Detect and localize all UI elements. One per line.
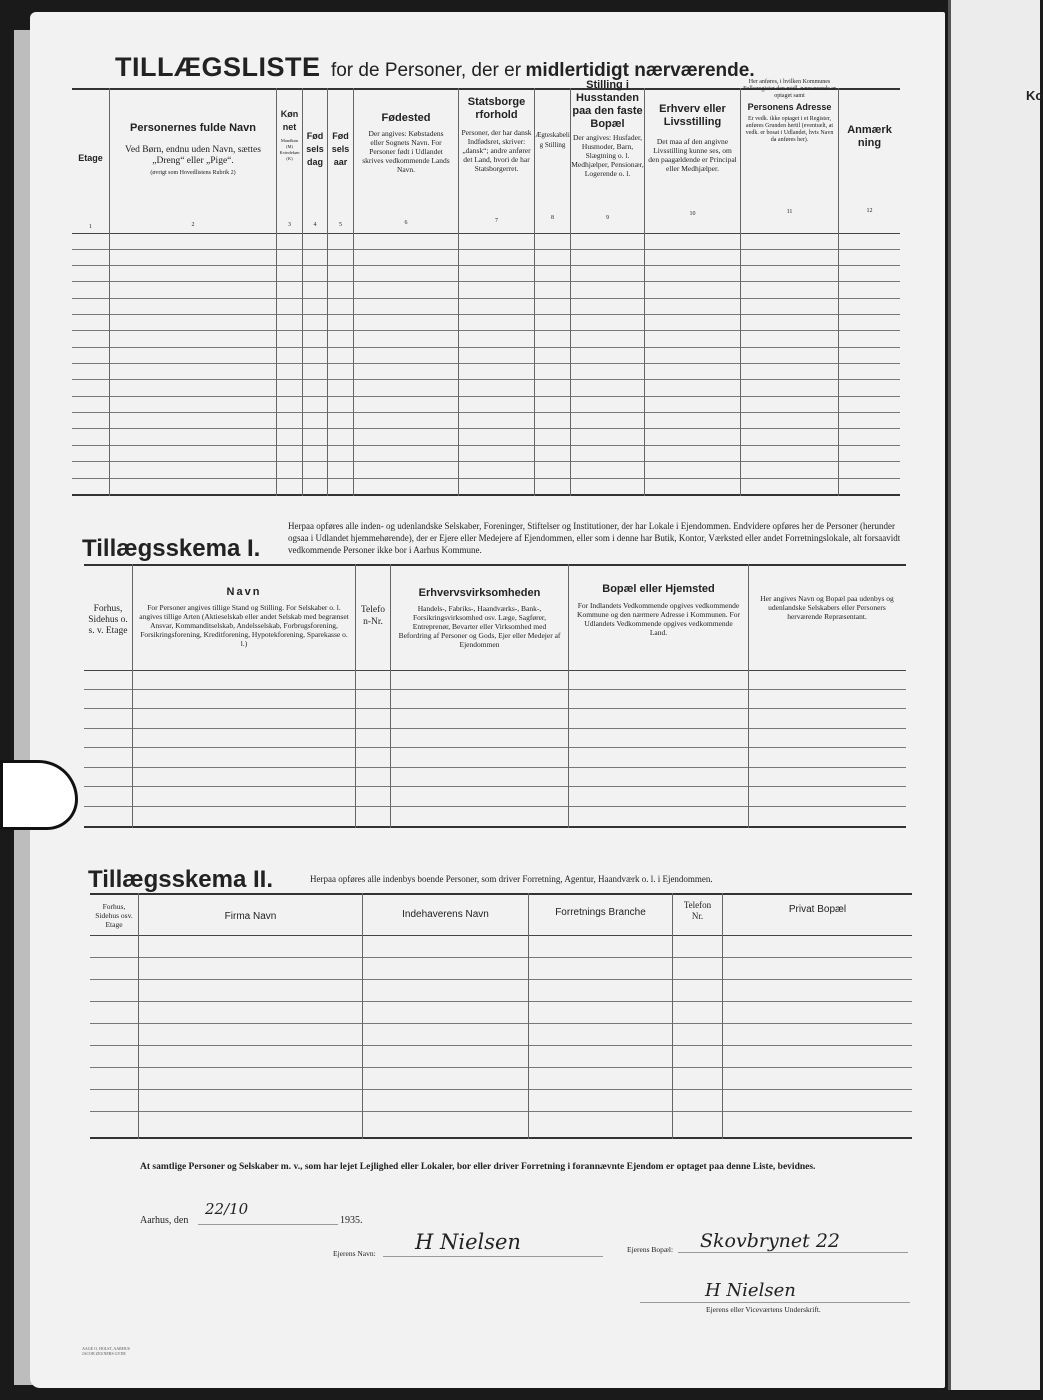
col-name-note: (øvrigt som Hovedlistens Rubrik 2) bbox=[150, 170, 236, 176]
col-occupation-header bbox=[645, 103, 740, 173]
col-birthplace-title: Fødested bbox=[381, 112, 431, 124]
col-gender-title: Kønnet bbox=[280, 109, 299, 132]
skema1-col-telefon: Telefon-Nr. bbox=[360, 605, 386, 627]
skema1-col-erhverv-desc: Handels-, Fabriks-, Haandværks-, Bank-, Forsikringsvirksomhed osv. Læge, Sagfører, Entreprenør, Bevarter eller Virksomhed med Befordring af Personer og Gods, Ejer eller Medejer af Ejendommen bbox=[398, 604, 561, 649]
col-citizenship-title: Statsborgerforhold bbox=[467, 96, 526, 121]
col-address-title: Personens Adresse bbox=[747, 102, 832, 112]
skema1-col-bopael-title: Bopæl eller Hjemsted bbox=[602, 583, 715, 595]
skema1-col-erhverv-title: Erhvervsvirksomheden bbox=[418, 587, 541, 599]
col-birthplace-desc: Der angives: Købstadens eller Sognets Navn. For Personer født i Udlandet skrives vedkommende Lands Navn. bbox=[362, 129, 450, 174]
col-occupation-title: Erhverv eller Livsstilling bbox=[659, 103, 726, 128]
skema2-col-etage: Forhus, Sidehus osv. Etage bbox=[95, 902, 133, 929]
col-household-desc: Der angives: Husfader, Husmoder, Barn, Slægtning o. l. Medhjælper, Pensionær, Logerende o. l. bbox=[571, 133, 644, 178]
col-name-desc: Ved Børn, endnu uden Navn, sættes „Dreng“ eller „Pige“. bbox=[125, 145, 261, 166]
skema1-intro: Herpaa opføres alle inden- og udenlandske Selskaber, Foreninger, Stiftelser og Institutioner, der har Lokale i Ejendommen. Endvidere opføres her de Personer (herunder ogsaa i Udlandet hjemmehørende), der er Ejere eller Medejere af Ejendommen, eller som i denne har Butik, Kontor, Værksted eller andet Forretningslokale, alt forsaavidt vedkommende Personer ikke bor i Aarhus Kommune. bbox=[288, 521, 901, 555]
col-name-header bbox=[110, 122, 276, 177]
skema1-col-repraesentant: Her angives Navn og Bopæl paa udenbys og udenlandske Selskabers eller Personers herværende Repræsentant. bbox=[760, 594, 894, 621]
skema2-col-branche: Forretnings Branche bbox=[555, 907, 646, 918]
skema1-col-bopael bbox=[569, 583, 748, 637]
owner-name-label: Ejerens Navn: bbox=[333, 1249, 376, 1258]
page-title: TILLÆGSLISTE bbox=[115, 52, 321, 82]
col-citizenship-desc: Personer, der har dansk Indfødsret, skriver: „dansk“; andre anfører det Land, hvori de har Statsborgerret. bbox=[461, 128, 532, 173]
date-value: 22/10 bbox=[205, 1200, 249, 1218]
skema1-col-etage: Forhus, Sidehus o. s. v. Etage bbox=[88, 604, 128, 636]
col-address-desc: Er vedk. ikke optaget i et Register, anføres Grunden hertil (eventuelt, at vedk. er bosat i Udlandet, hvis Navn da anføres her). bbox=[745, 116, 834, 143]
skema1-col-navn-title: Navn bbox=[226, 586, 262, 598]
owner-address-value: Skovbrynet 22 bbox=[700, 1230, 841, 1252]
col-address-desc-top: Her anføres, i hvilken Kommunes Folkeregister den midl. nærværende er optaget samt bbox=[743, 79, 836, 99]
col-household-header bbox=[571, 79, 644, 178]
col-remarks-header: Anmærkning bbox=[847, 124, 892, 149]
place-label: Aarhus, den bbox=[140, 1215, 189, 1226]
adjacent-page bbox=[948, 0, 1043, 1390]
skema2-top-border bbox=[90, 893, 912, 895]
declaration-text: At samtlige Personer og Selskaber m. v., som har lejet Lejlighed eller Lokaler, bor eller driver Forretning i forannævnte Ejendom er optaget paa denne Liste, bevidnes. bbox=[140, 1162, 816, 1172]
skema2-col-indehaver: Indehaverens Navn bbox=[402, 909, 489, 920]
skema1-bottom-border bbox=[84, 826, 906, 828]
skema1-header-bottom bbox=[84, 670, 906, 671]
date-line bbox=[198, 1224, 338, 1225]
col-birthyear-header: Fødselsaar bbox=[331, 131, 350, 167]
page-subtitle: for de Personer, der er bbox=[330, 60, 522, 81]
skema1-top-border bbox=[84, 564, 906, 566]
thumb bbox=[0, 760, 78, 830]
printer-imprint: AAGE O. HOLST, AARHUS JACOB ZEUNERS GYDE bbox=[82, 1346, 130, 1356]
skema2-col-firma: Firma Navn bbox=[224, 911, 277, 922]
skema1-col-navn-desc: For Personer angives tillige Stand og Stilling. For Selskaber o. l. angives tillige Arten (Aktieselskab eller andet Selskab med begrænset Ansvar, Kommanditselskab, Andelsselskab, Forbrugsforening, Forsikringsforening, Kreditforening, Hypotekforening, Sparekasse o. l.) bbox=[139, 603, 349, 648]
skema1-col-navn bbox=[133, 586, 355, 648]
col-gender-header bbox=[277, 108, 302, 162]
col-occupation-desc: Det maa af den angivne Livsstilling kunne ses, om den paagældende er Principal eller Medhjælper. bbox=[648, 137, 737, 173]
col-citizenship-header bbox=[459, 96, 534, 173]
skema2-title: Tillægsskema II. bbox=[88, 866, 273, 893]
signature-label: Ejerens eller Viceværtens Underskrift. bbox=[706, 1305, 821, 1314]
signature-line bbox=[640, 1302, 910, 1303]
col-birthday-header: Fødselsdag bbox=[306, 131, 324, 167]
col-etage-header: Etage bbox=[78, 153, 103, 163]
col-birthplace-header bbox=[354, 112, 458, 174]
owner-address-label: Ejerens Bopæl: bbox=[627, 1245, 674, 1254]
main-table-bottom-border bbox=[72, 494, 900, 496]
adjacent-page-text: Ko bbox=[1026, 88, 1043, 103]
main-table-header-bottom bbox=[72, 233, 900, 234]
year-value: 1935. bbox=[340, 1215, 363, 1226]
skema1-col-erhverv bbox=[391, 587, 568, 649]
col-gender-desc: Mandkøn (M) Kvindekøn (K) bbox=[279, 138, 300, 161]
signature-value: H Nielsen bbox=[705, 1280, 796, 1301]
owner-address-line bbox=[678, 1252, 908, 1253]
col-marital-header: Ægteskabelig Stilling bbox=[535, 131, 570, 149]
col-household-title: Stilling i Husstanden paa den faste Bopæl bbox=[572, 79, 643, 130]
skema2-intro: Herpaa opføres alle indenbys boende Personer, som driver Forretning, Agentur, Haandværk o. l. i Ejendommen. bbox=[310, 874, 713, 884]
skema1-title: Tillægsskema I. bbox=[82, 535, 261, 562]
owner-name-value: H Nielsen bbox=[415, 1230, 521, 1254]
skema2-header-bottom bbox=[90, 935, 912, 936]
skema2-bottom-border bbox=[90, 1137, 912, 1139]
col-name-title: Personernes fulde Navn bbox=[130, 122, 256, 134]
col-address-header bbox=[741, 79, 838, 144]
owner-name-line bbox=[383, 1256, 603, 1257]
skema2-col-bopael: Privat Bopæl bbox=[788, 904, 847, 915]
skema1-col-bopael-desc: For Indlandets Vedkommende opgives vedkommende Kommune og den nærmere Adresse i Kommunen. For Udlandets Vedkommende opgives vedkommende Land. bbox=[577, 601, 740, 637]
skema2-col-telefon: Telefon Nr. bbox=[683, 900, 712, 921]
page-subtitle-bold: midlertidigt nærværende. bbox=[525, 60, 755, 81]
